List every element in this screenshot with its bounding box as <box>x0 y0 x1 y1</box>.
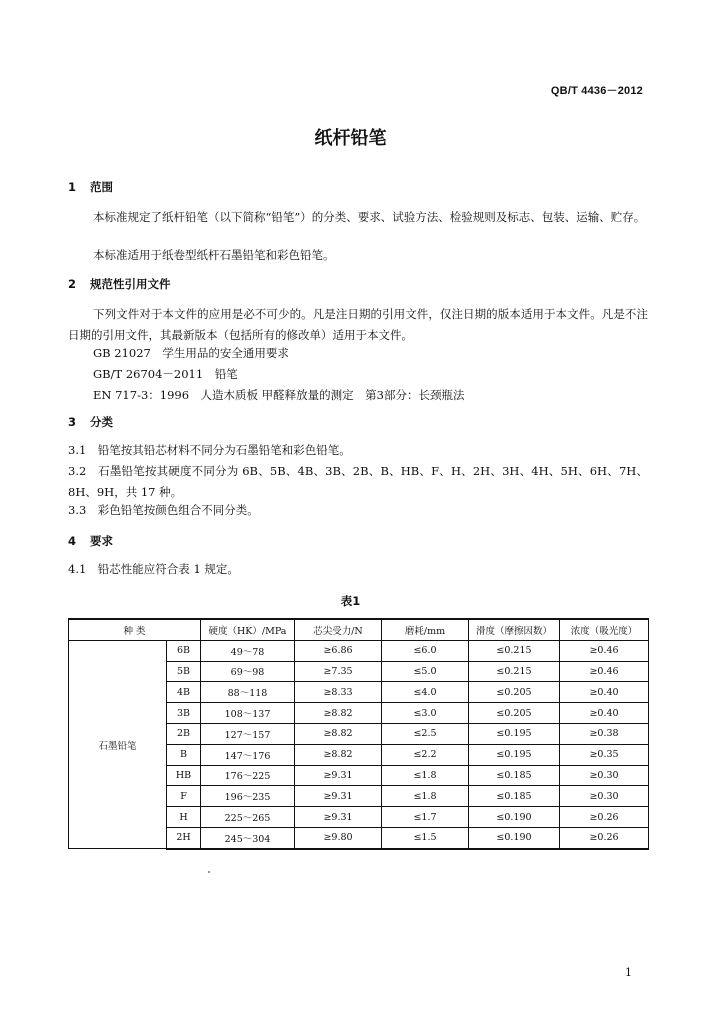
section-2-heading <box>68 276 171 292</box>
table-cell: ≤1.8 <box>382 786 469 807</box>
clause-3-1: 3.1 铅笔按其铅芯材料不同分为石墨铅笔和彩色铅笔。 <box>68 443 351 457</box>
header-wear: 磨耗/mm <box>382 619 469 640</box>
table-caption: 表1 <box>340 594 361 608</box>
table-cell: ≤0.190 <box>469 827 560 848</box>
table-cell: HB <box>167 765 201 786</box>
table-cell: ≤0.185 <box>469 786 560 807</box>
table-cell: ≤1.7 <box>382 807 469 828</box>
section-1-paragraph-2: 本标准适用于纸卷型纸杆石墨铅笔和彩色铅笔。 <box>93 248 335 262</box>
table-cell: ≥8.82 <box>295 723 382 744</box>
table-cell: 2B <box>167 723 201 744</box>
table-cell: ≥9.31 <box>295 765 382 786</box>
table-cell: ≥0.38 <box>560 723 649 744</box>
table-cell: ≥8.82 <box>295 744 382 765</box>
reference-item: GB 21027 学生用品的安全通用要求 <box>93 346 289 360</box>
table-cell: 147～176 <box>201 744 295 765</box>
table-cell: ≥0.35 <box>560 744 649 765</box>
table-cell: ≤0.215 <box>469 661 560 682</box>
table-cell: ≥0.40 <box>560 703 649 724</box>
header-density: 浓度（吸光度） <box>560 619 649 640</box>
section-2-paragraph-1: 下列文件对于本文件的应用是必不可少的。凡是注日期的引用文件，仅注日期的版本适用于本文件。凡是不注日期的引用文件，其最新版本（包括所有的修改单）适用于本文件。 <box>68 307 648 342</box>
table-cell: ≤0.195 <box>469 744 560 765</box>
table-cell: ≥0.46 <box>560 640 649 661</box>
section-4-heading <box>68 533 113 549</box>
table-cell: 69～98 <box>201 661 295 682</box>
table-cell: 5B <box>167 661 201 682</box>
table-cell: ≤3.0 <box>382 703 469 724</box>
table-cell: ≥9.31 <box>295 807 382 828</box>
group-label-cell: 石墨铅笔 <box>69 640 167 848</box>
reference-item: EN 717-3：1996 人造木质板 甲醛释放量的测定 第3部分：长颈瓶法 <box>93 388 465 402</box>
table-cell: ≤1.8 <box>382 765 469 786</box>
table-cell: ≥0.40 <box>560 682 649 703</box>
table-cell: ≤0.190 <box>469 807 560 828</box>
table-cell: 3B <box>167 703 201 724</box>
table-cell: ≥8.33 <box>295 682 382 703</box>
clause-4-1: 4.1 铅芯性能应符合表 1 规定。 <box>68 562 239 576</box>
section-1-heading <box>68 179 113 195</box>
section-title: 规范性引用文件 <box>90 277 171 291</box>
table-cell: ≤2.2 <box>382 744 469 765</box>
table-cell: 88～118 <box>201 682 295 703</box>
table-cell: ≥0.46 <box>560 661 649 682</box>
table-cell: ≥6.86 <box>295 640 382 661</box>
section-number: 2 <box>68 277 77 291</box>
table-cell: B <box>167 744 201 765</box>
section-title: 要求 <box>90 534 113 548</box>
table-cell: ≤1.5 <box>382 827 469 848</box>
standard-code: QB/T 4436－2012 <box>550 85 643 97</box>
table-cell: ≤0.195 <box>469 723 560 744</box>
table-cell: ≥9.31 <box>295 786 382 807</box>
reference-item: GB/T 26704－2011 铅笔 <box>93 367 238 381</box>
scan-speck <box>208 871 210 873</box>
section-title: 分类 <box>90 415 113 429</box>
table-cell: ≤6.0 <box>382 640 469 661</box>
table-cell: 225～265 <box>201 807 295 828</box>
header-type: 种 类 <box>69 619 201 640</box>
table-cell: ≥0.30 <box>560 786 649 807</box>
clause-3-3: 3.3 彩色铅笔按颜色组合不同分类。 <box>68 503 259 517</box>
section-1-paragraph-1: 本标准规定了纸杆铅笔（以下简称“铅笔”）的分类、要求、试验方法、检验规则及标志、包装、运输、贮存。 <box>93 210 646 224</box>
table-cell: 127～157 <box>201 723 295 744</box>
section-number: 4 <box>68 534 77 548</box>
table-cell: ≥0.26 <box>560 827 649 848</box>
performance-table <box>68 618 649 850</box>
table-cell: ≥0.30 <box>560 765 649 786</box>
section-number: 3 <box>68 415 77 429</box>
header-hardness: 硬度（HK）/MPa <box>201 619 295 640</box>
table-cell: ≤0.205 <box>469 682 560 703</box>
table-cell: ≥8.82 <box>295 703 382 724</box>
table-header-row <box>69 619 649 640</box>
header-smoothness: 滑度（摩擦因数） <box>469 619 560 640</box>
table-cell: ≥9.80 <box>295 827 382 848</box>
table-cell: ≤0.205 <box>469 703 560 724</box>
table-cell: ≤5.0 <box>382 661 469 682</box>
table-cell: ≤2.5 <box>382 723 469 744</box>
header-tip-force: 芯尖受力/N <box>295 619 382 640</box>
clause-3-2: 3.2 石墨铅笔按其硬度不同分为 6B、5B、4B、3B、2B、B、HB、F、H、2H、3H、4H、5H、6H、7H、8H、9H，共 17 种。 <box>68 464 648 499</box>
table-cell: 4B <box>167 682 201 703</box>
section-number: 1 <box>68 180 77 194</box>
section-3-heading <box>68 414 113 430</box>
table-cell: ≤0.215 <box>469 640 560 661</box>
table-cell: 2H <box>167 827 201 848</box>
table-cell: ≥7.35 <box>295 661 382 682</box>
table-cell: ≤4.0 <box>382 682 469 703</box>
section-title: 范围 <box>90 180 113 194</box>
table-cell: 6B <box>167 640 201 661</box>
table-cell: 176～225 <box>201 765 295 786</box>
table-cell: H <box>167 807 201 828</box>
document-title: 纸杆铅笔 <box>314 128 387 149</box>
table-cell: 196～235 <box>201 786 295 807</box>
table-cell: ≤0.185 <box>469 765 560 786</box>
table-cell: F <box>167 786 201 807</box>
table-row <box>69 640 649 661</box>
table-cell: ≥0.26 <box>560 807 649 828</box>
table-cell: 245～304 <box>201 827 295 848</box>
table-cell: 49～78 <box>201 640 295 661</box>
page-number: 1 <box>625 966 632 979</box>
table-cell: 108～137 <box>201 703 295 724</box>
